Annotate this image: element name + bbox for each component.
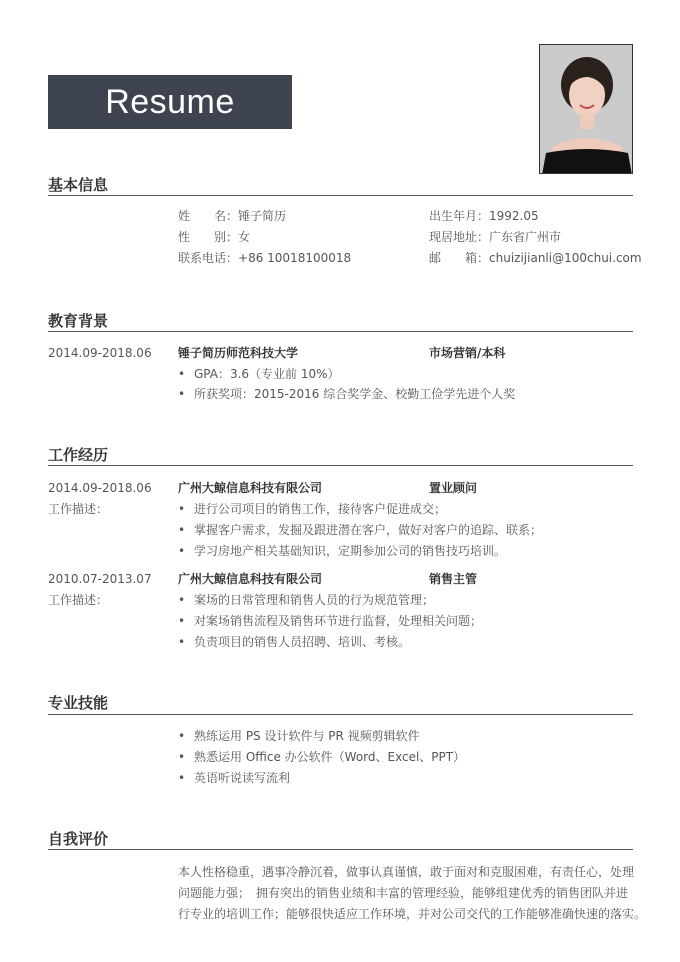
self-eval-line: 行专业的培训工作；能够很快适应工作环境，并对公司交代的工作能够准确快速的落实。 (178, 907, 647, 921)
list-item: • 对案场销售流程及销售环节进行监督，处理相关问题； (178, 613, 482, 629)
section-divider (48, 195, 633, 196)
address-row: 现居地址：广东省广州市 (429, 230, 562, 244)
section-divider (48, 331, 633, 332)
list-item: • 掌握客户需求，发掘及跟进潜在客户，做好对客户的追踪、联系； (178, 522, 542, 538)
phone-row: 联系电话：+86 10018100018 (178, 251, 352, 265)
list-item: • 负责项目的销售人员招聘、培训、考核。 (178, 634, 410, 650)
self-evaluation (178, 862, 647, 925)
education-major: 市场营销/本科 (429, 346, 506, 360)
work-date: 2010.07-2013.07 (48, 572, 152, 586)
section-title-skills: 专业技能 (48, 694, 109, 712)
section-divider (48, 849, 633, 850)
work-company: 广州大鲸信息科技有限公司 (178, 481, 323, 495)
section-divider (48, 714, 633, 715)
list-item: • 学习房地产相关基础知识，定期参加公司的销售技巧培训。 (178, 543, 506, 559)
name-row: 姓 名：锤子简历 (178, 209, 287, 223)
list-item: • 进行公司项目的销售工作，接待客户促进成交； (178, 501, 446, 517)
section-divider (48, 465, 633, 466)
work-date: 2014.09-2018.06 (48, 481, 152, 495)
section-title-basic: 基本信息 (48, 176, 109, 194)
birth-row: 出生年月：1992.05 (429, 209, 539, 223)
self-eval-line: 问题能力强； 拥有突出的销售业绩和丰富的管理经验，能够组建优秀的销售团队并进 (178, 886, 629, 900)
section-title-self: 自我评价 (48, 830, 109, 848)
section-title-education: 教育背景 (48, 312, 109, 330)
self-eval-line: 本人性格稳重，遇事冷静沉着，做事认真谨慎，敢于面对和克服困难，有责任心，处理 (178, 865, 635, 879)
work-desc-label: 工作描述： (48, 502, 109, 516)
list-item: • 所获奖项：2015-2016 综合奖学金、校勤工俭学先进个人奖 (178, 386, 515, 402)
education-school: 锤子简历师范科技大学 (178, 346, 299, 360)
gender-row: 性 别：女 (178, 230, 251, 244)
profile-photo (539, 44, 633, 174)
list-item: • 案场的日常管理和销售人员的行为规范管理； (178, 592, 434, 608)
list-item: • 英语听说读写流利 (178, 770, 290, 786)
email-row: 邮 箱：chuizijianli@100chui.com (429, 251, 642, 265)
work-position: 置业顾问 (429, 481, 478, 495)
list-item: • 熟练运用 PS 设计软件与 PR 视频剪辑软件 (178, 728, 420, 744)
education-date: 2014.09-2018.06 (48, 346, 152, 360)
work-company: 广州大鲸信息科技有限公司 (178, 572, 323, 586)
work-desc-label: 工作描述： (48, 593, 109, 607)
portrait-image (540, 45, 633, 174)
work-position: 销售主管 (429, 572, 478, 586)
list-item: • GPA：3.6（专业前 10%） (178, 366, 340, 382)
section-title-work: 工作经历 (48, 446, 109, 464)
list-item: • 熟悉运用 Office 办公软件（Word、Excel、PPT） (178, 749, 465, 765)
resume-banner: Resume (48, 75, 292, 129)
